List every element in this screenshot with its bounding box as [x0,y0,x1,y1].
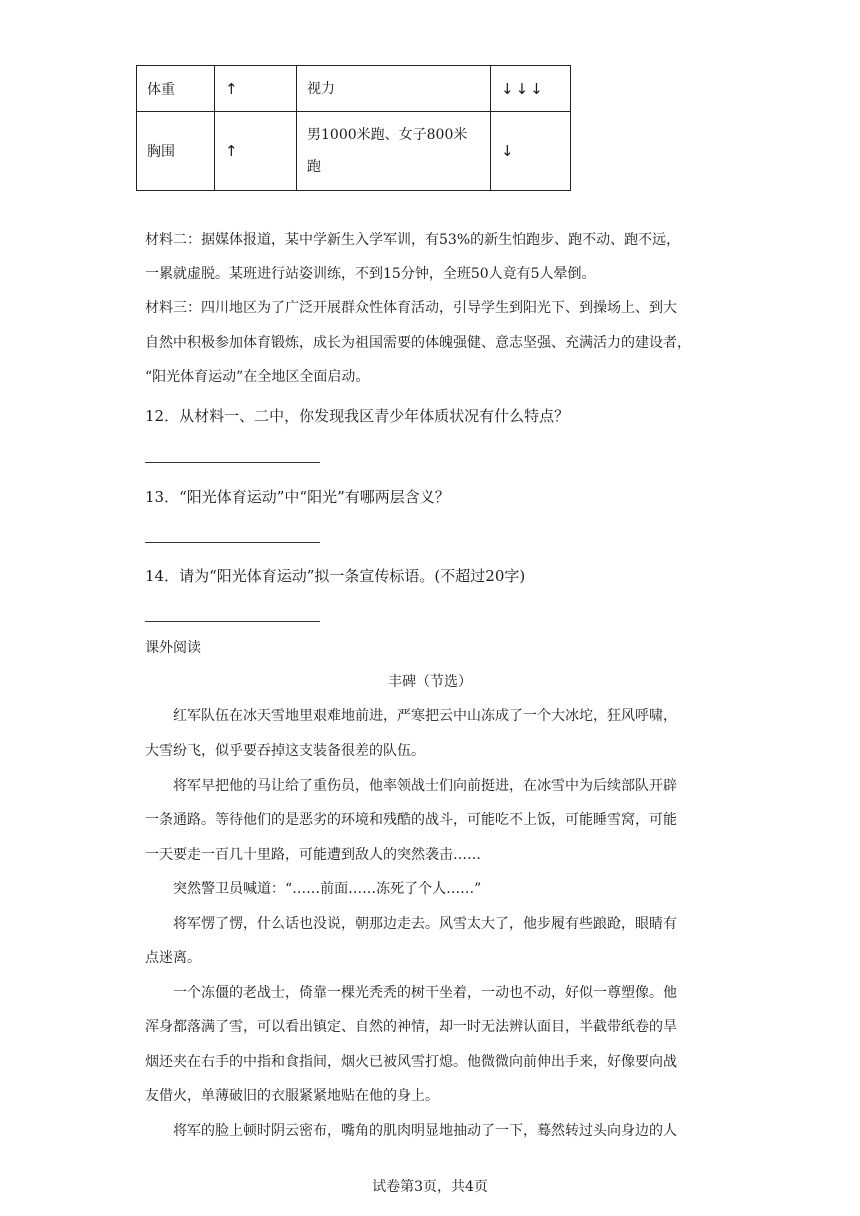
article-line: 突然警卫员喊道：“……前面……冻死了个人……” [173,881,482,897]
section-heading: 课外阅读 [145,640,201,656]
down-arrow-icon: ↓↓↓ [491,66,571,112]
article-line: 一条通路。等待他们的是恶劣的环境和残酷的战斗，可能吃不上饭，可能睡雪窝，可能 [145,812,677,828]
answer-blank[interactable] [145,542,320,543]
article-line: 友借火，单薄破旧的衣服紧紧地贴在他的身上。 [145,1088,439,1104]
article-line: 大雪纷飞，似乎要吞掉这支装备很差的队伍。 [145,743,425,759]
table-cell [297,112,491,191]
cell-line: 跑 [307,159,321,175]
question-14: 14．请为“阳光体育运动”拟一条宣传标语。(不超过20字) [145,567,526,585]
article-line: 浑身都落满了雪，可以看出镇定、自然的神情，却一时无法辨认面目，半截带纸卷的旱 [145,1019,677,1035]
article-line: 一个冻僵的老战士，倚靠一棵光秃秃的树干坐着，一动也不动，好似一尊塑像。他 [173,985,677,1001]
article-title: 丰碑（节选） [388,674,472,690]
cell-line: 男1000米跑、女子800米 [307,127,468,143]
table-cell: 体重 [137,66,215,112]
material-three-line: 材料三：四川地区为了广泛开展群众性体育活动，引导学生到阳光下、到操场上、到大 [145,300,677,316]
question-12: 12．从材料一、二中，你发现我区青少年体质状况有什么特点？ [145,407,570,425]
article-line: 将军早把他的马让给了重伤员，他率领战士们向前挺进，在冰雪中为后续部队开辟 [173,778,677,794]
table-cell: 视力 [297,66,491,112]
answer-blank[interactable] [145,462,320,463]
fitness-table [136,65,571,191]
material-two-line: 一累就虚脱。某班进行站姿训练，不到15分钟，全班50人竟有5人晕倒。 [145,266,596,282]
article-line: 一天要走一百几十里路，可能遭到敌人的突然袭击…… [145,847,481,863]
answer-blank[interactable] [145,621,320,622]
table-row [137,112,571,191]
material-two-line: 材料二：据媒体报道，某中学新生入学军训，有53%的新生怕跑步、跑不动、跑不远， [145,232,681,248]
page-footer: 试卷第3页，共4页 [372,1179,488,1195]
question-13: 13．“阳光体育运动”中“阳光”有哪两层含义？ [145,488,450,506]
article-line: 点迷离。 [145,950,201,966]
table-cell: 胸围 [137,112,215,191]
up-arrow-icon: ↑ [215,66,297,112]
material-three-line: 自然中积极参加体育锻炼，成长为祖国需要的体魄强健、意志坚强、充满活力的建设者， [145,335,691,351]
down-arrow-icon: ↓ [491,112,571,191]
up-arrow-icon: ↑ [215,112,297,191]
article-line: 将军的脸上顿时阴云密布，嘴角的肌肉明显地抽动了一下，蓦然转过头向身边的人 [173,1123,677,1139]
material-three-line: “阳光体育运动”在全地区全面启动。 [145,369,370,385]
article-line: 红军队伍在冰天雪地里艰难地前进，严寒把云中山冻成了一个大冰坨，狂风呼啸， [173,708,677,724]
article-line: 将军愣了愣，什么话也没说，朝那边走去。风雪太大了，他步履有些踉跄，眼睛有 [173,916,677,932]
table-row [137,66,571,112]
article-line: 烟还夹在右手的中指和食指间，烟火已被风雪打熄。他微微向前伸出手来，好像要向战 [145,1054,677,1070]
